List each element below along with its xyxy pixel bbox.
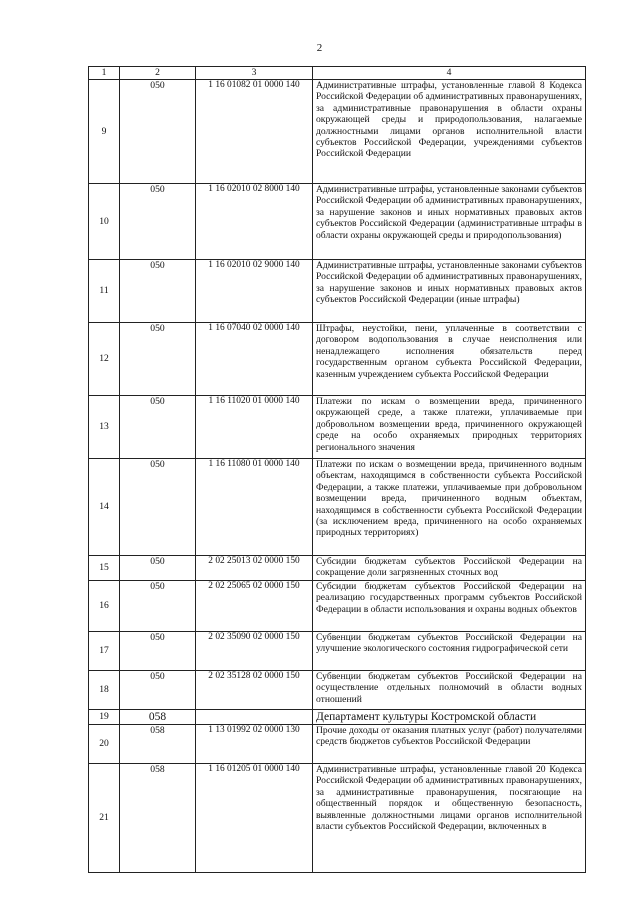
row-number: 19	[89, 710, 120, 725]
admin-code: 050	[120, 671, 196, 710]
admin-code: 050	[120, 260, 196, 323]
admin-code: 050	[120, 632, 196, 671]
row-number: 10	[89, 184, 120, 260]
header-col-4: 4	[313, 67, 586, 80]
admin-code: 050	[120, 323, 196, 396]
income-description: Субсидии бюджетам субъектов Российской Федерации на реализацию государственных программ субъектов Российской Федерации в области использования и охраны водных объектов	[313, 581, 586, 632]
income-description: Субсидии бюджетам субъектов Российской Федерации на сокращение доли загрязненных сточных вод	[313, 556, 586, 581]
table-row	[89, 581, 586, 632]
budget-code: 1 16 02010 02 9000 140	[196, 260, 313, 323]
row-number: 17	[89, 632, 120, 671]
admin-code: 058	[120, 710, 196, 725]
table-row	[89, 556, 586, 581]
revenue-table	[88, 66, 586, 873]
admin-code: 050	[120, 184, 196, 260]
budget-code: 2 02 25013 02 0000 150	[196, 556, 313, 581]
table-row	[89, 260, 586, 323]
budget-code: 2 02 25065 02 0000 150	[196, 581, 313, 632]
row-number: 15	[89, 556, 120, 581]
income-description: Субвенции бюджетам субъектов Российской Федерации на осуществление отдельных полномочий в области водных отношений	[313, 671, 586, 710]
row-number: 13	[89, 396, 120, 459]
header-col-1: 1	[89, 67, 120, 80]
budget-code: 2 02 35128 02 0000 150	[196, 671, 313, 710]
budget-code: 1 16 07040 02 0000 140	[196, 323, 313, 396]
income-description: Административные штрафы, установленные законами субъектов Российской Федерации об административных правонарушениях, за нарушение законов и иных нормативных правовых актов субъектов Российской Федерации (иные штрафы)	[313, 260, 586, 323]
row-number: 9	[89, 80, 120, 184]
header-col-2: 2	[120, 67, 196, 80]
row-number: 12	[89, 323, 120, 396]
row-number: 14	[89, 459, 120, 556]
admin-code: 050	[120, 80, 196, 184]
table-row	[89, 459, 586, 556]
row-number: 16	[89, 581, 120, 632]
admin-code: 050	[120, 556, 196, 581]
table-row	[89, 323, 586, 396]
admin-code: 050	[120, 581, 196, 632]
section-row	[89, 710, 586, 725]
table-row	[89, 725, 586, 764]
income-description: Административные штрафы, установленные главой 8 Кодекса Российской Федерации об административных правонарушениях, за административные правонарушения в области охраны окружающей среды и природопользования, налагаемые должностными лицами органов исполнительной власти субъектов Российской Федерации, учреждениями субъектов Российской Федерации	[313, 80, 586, 184]
admin-code: 050	[120, 459, 196, 556]
section-title: Департамент культуры Костромской области	[313, 710, 586, 725]
row-number: 20	[89, 725, 120, 764]
page-number: 2	[316, 42, 323, 54]
table-row	[89, 184, 586, 260]
income-description: Административные штрафы, установленные главой 20 Кодекса Российской Федерации об административных правонарушениях, за административные правонарушения, посягающие на общественный порядок и общественную безопасность, выявленные должностными лицами органов исполнительной власти субъектов Российской Федерации, включенных в	[313, 764, 586, 873]
budget-code: 2 02 35090 02 0000 150	[196, 632, 313, 671]
budget-code: 1 16 01082 01 0000 140	[196, 80, 313, 184]
admin-code: 050	[120, 396, 196, 459]
header-row	[89, 67, 586, 80]
admin-code: 058	[120, 764, 196, 873]
budget-code: 1 16 11080 01 0000 140	[196, 459, 313, 556]
budget-code: 1 13 01992 02 0000 130	[196, 725, 313, 764]
budget-code: 1 16 02010 02 8000 140	[196, 184, 313, 260]
table-row	[89, 80, 586, 184]
row-number: 21	[89, 764, 120, 873]
budget-code	[196, 710, 313, 725]
row-number: 11	[89, 260, 120, 323]
income-description: Административные штрафы, установленные законами субъектов Российской Федерации об административных правонарушениях, за нарушение законов и иных нормативных правовых актов субъектов Российской Федерации (административные штрафы в области охраны окружающей среды и природопользования)	[313, 184, 586, 260]
table-row	[89, 396, 586, 459]
income-description: Платежи по искам о возмещении вреда, причиненного окружающей среде, а также платежи, уплачиваемые при добровольном возмещении вреда, причиненного окружающей среде на особо охраняемых природных территориях регионального значения	[313, 396, 586, 459]
budget-code: 1 16 11020 01 0000 140	[196, 396, 313, 459]
income-description: Субвенции бюджетам субъектов Российской Федерации на улучшение экологического состояния гидрографической сети	[313, 632, 586, 671]
table-row	[89, 764, 586, 873]
table-row	[89, 632, 586, 671]
income-description: Платежи по искам о возмещении вреда, причиненного водным объектам, находящимся в собственности субъекта Российской Федерации, а также платежи, уплачиваемые при добровольном возмещении вреда, причиненного водным объектам, находящимся в собственности субъекта Российской Федерации (за исключением вреда, причиненного на особо охраняемых природных территориях)	[313, 459, 586, 556]
table-row	[89, 671, 586, 710]
row-number: 18	[89, 671, 120, 710]
admin-code: 058	[120, 725, 196, 764]
income-description: Штрафы, неустойки, пени, уплаченные в соответствии с договором водопользования в случае неисполнения или ненадлежащего исполнения обязательств перед государственным органом субъекта Российской Федерации, казенным учреждением субъекта Российской Федерации	[313, 323, 586, 396]
budget-code: 1 16 01205 01 0000 140	[196, 764, 313, 873]
income-description: Прочие доходы от оказания платных услуг (работ) получателями средств бюджетов субъектов Российской Федерации	[313, 725, 586, 764]
header-col-3: 3	[196, 67, 313, 80]
